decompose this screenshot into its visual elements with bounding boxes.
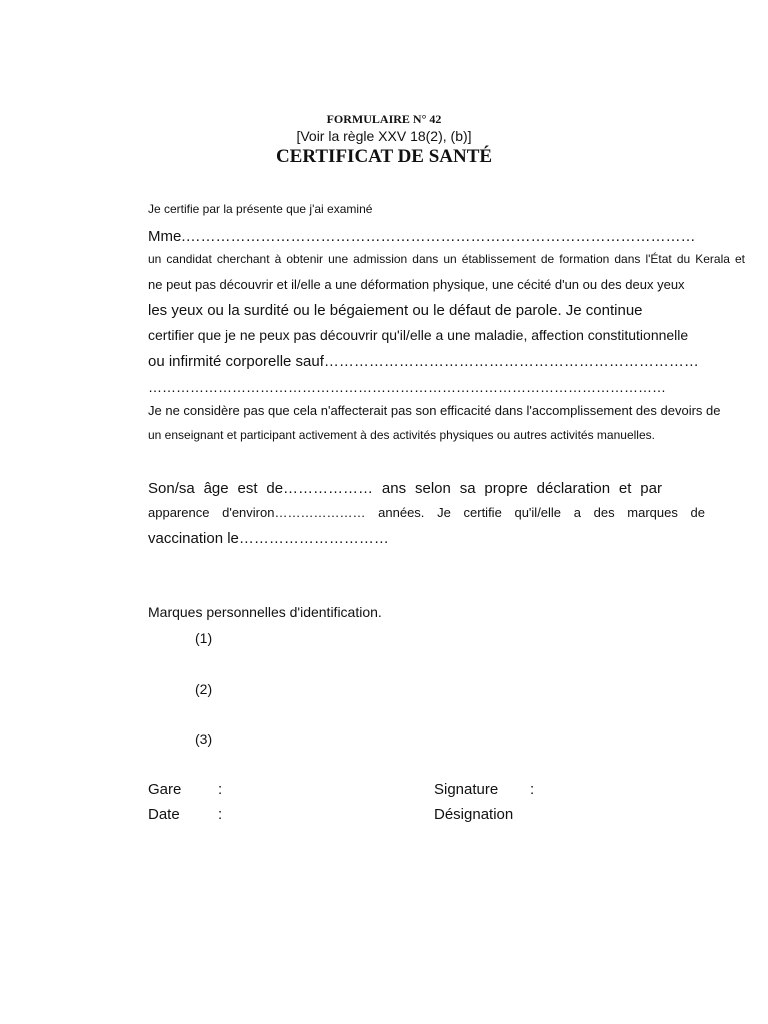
certify-line: certifier que je ne peux pas découvrir qu'il/elle a une maladie, affection constitutionnelle	[148, 327, 689, 343]
mark-item-3: (3)	[195, 731, 213, 747]
date-label: Date	[148, 806, 180, 823]
eyes-line: les yeux ou la surdité ou le bégaiement ou le défaut de parole. Je continue	[148, 302, 643, 319]
signature-label: Signature	[434, 781, 499, 798]
designation-label: Désignation	[434, 806, 514, 823]
page-title: CERTIFICAT DE SANTÉ	[275, 146, 493, 167]
station-label: Gare	[148, 781, 182, 798]
form-number: FORMULAIRE N° 42	[326, 112, 442, 126]
teacher-line: un enseignant et participant activement à des activités physiques ou autres activités manuelles.	[148, 428, 655, 442]
infirmity-line: ou infirmité corporelle sauf…………………………………………………………………	[148, 353, 699, 370]
dotted-line: …………………………………………………………………………………………………	[148, 379, 666, 395]
appearance-line: apparence d'environ………………… années. Je certifie qu'il/elle a des marques de	[148, 505, 705, 520]
signature-colon: :	[530, 781, 535, 798]
age-line: Son/sa âge est de……………… ans selon sa propre déclaration et par	[148, 480, 662, 497]
candidate-line: un candidat cherchant à obtenir une admission dans un établissement de formation dans l'État du Kerala et	[148, 252, 745, 266]
rule-reference: [Voir la règle XXV 18(2), (b)]	[296, 128, 472, 144]
intro-text: Je certifie par la présente que j'ai examiné	[148, 202, 373, 216]
vaccination-line: vaccination le…………………………	[148, 530, 389, 547]
mark-item-1: (1)	[195, 630, 213, 646]
date-colon: :	[218, 806, 223, 823]
deformity-line: ne peut pas découvrir et il/elle a une déformation physique, une cécité d'un ou des deux yeux	[148, 277, 685, 292]
efficiency-line: Je ne considère pas que cela n'affecterait pas son efficacité dans l'accomplissement des devoirs de	[148, 403, 721, 418]
station-colon: :	[218, 781, 223, 798]
marks-heading: Marques personnelles d'identification.	[148, 604, 382, 620]
name-line: Mme.…………………………………………………………………………………………	[148, 228, 696, 245]
mark-item-2: (2)	[195, 681, 213, 697]
